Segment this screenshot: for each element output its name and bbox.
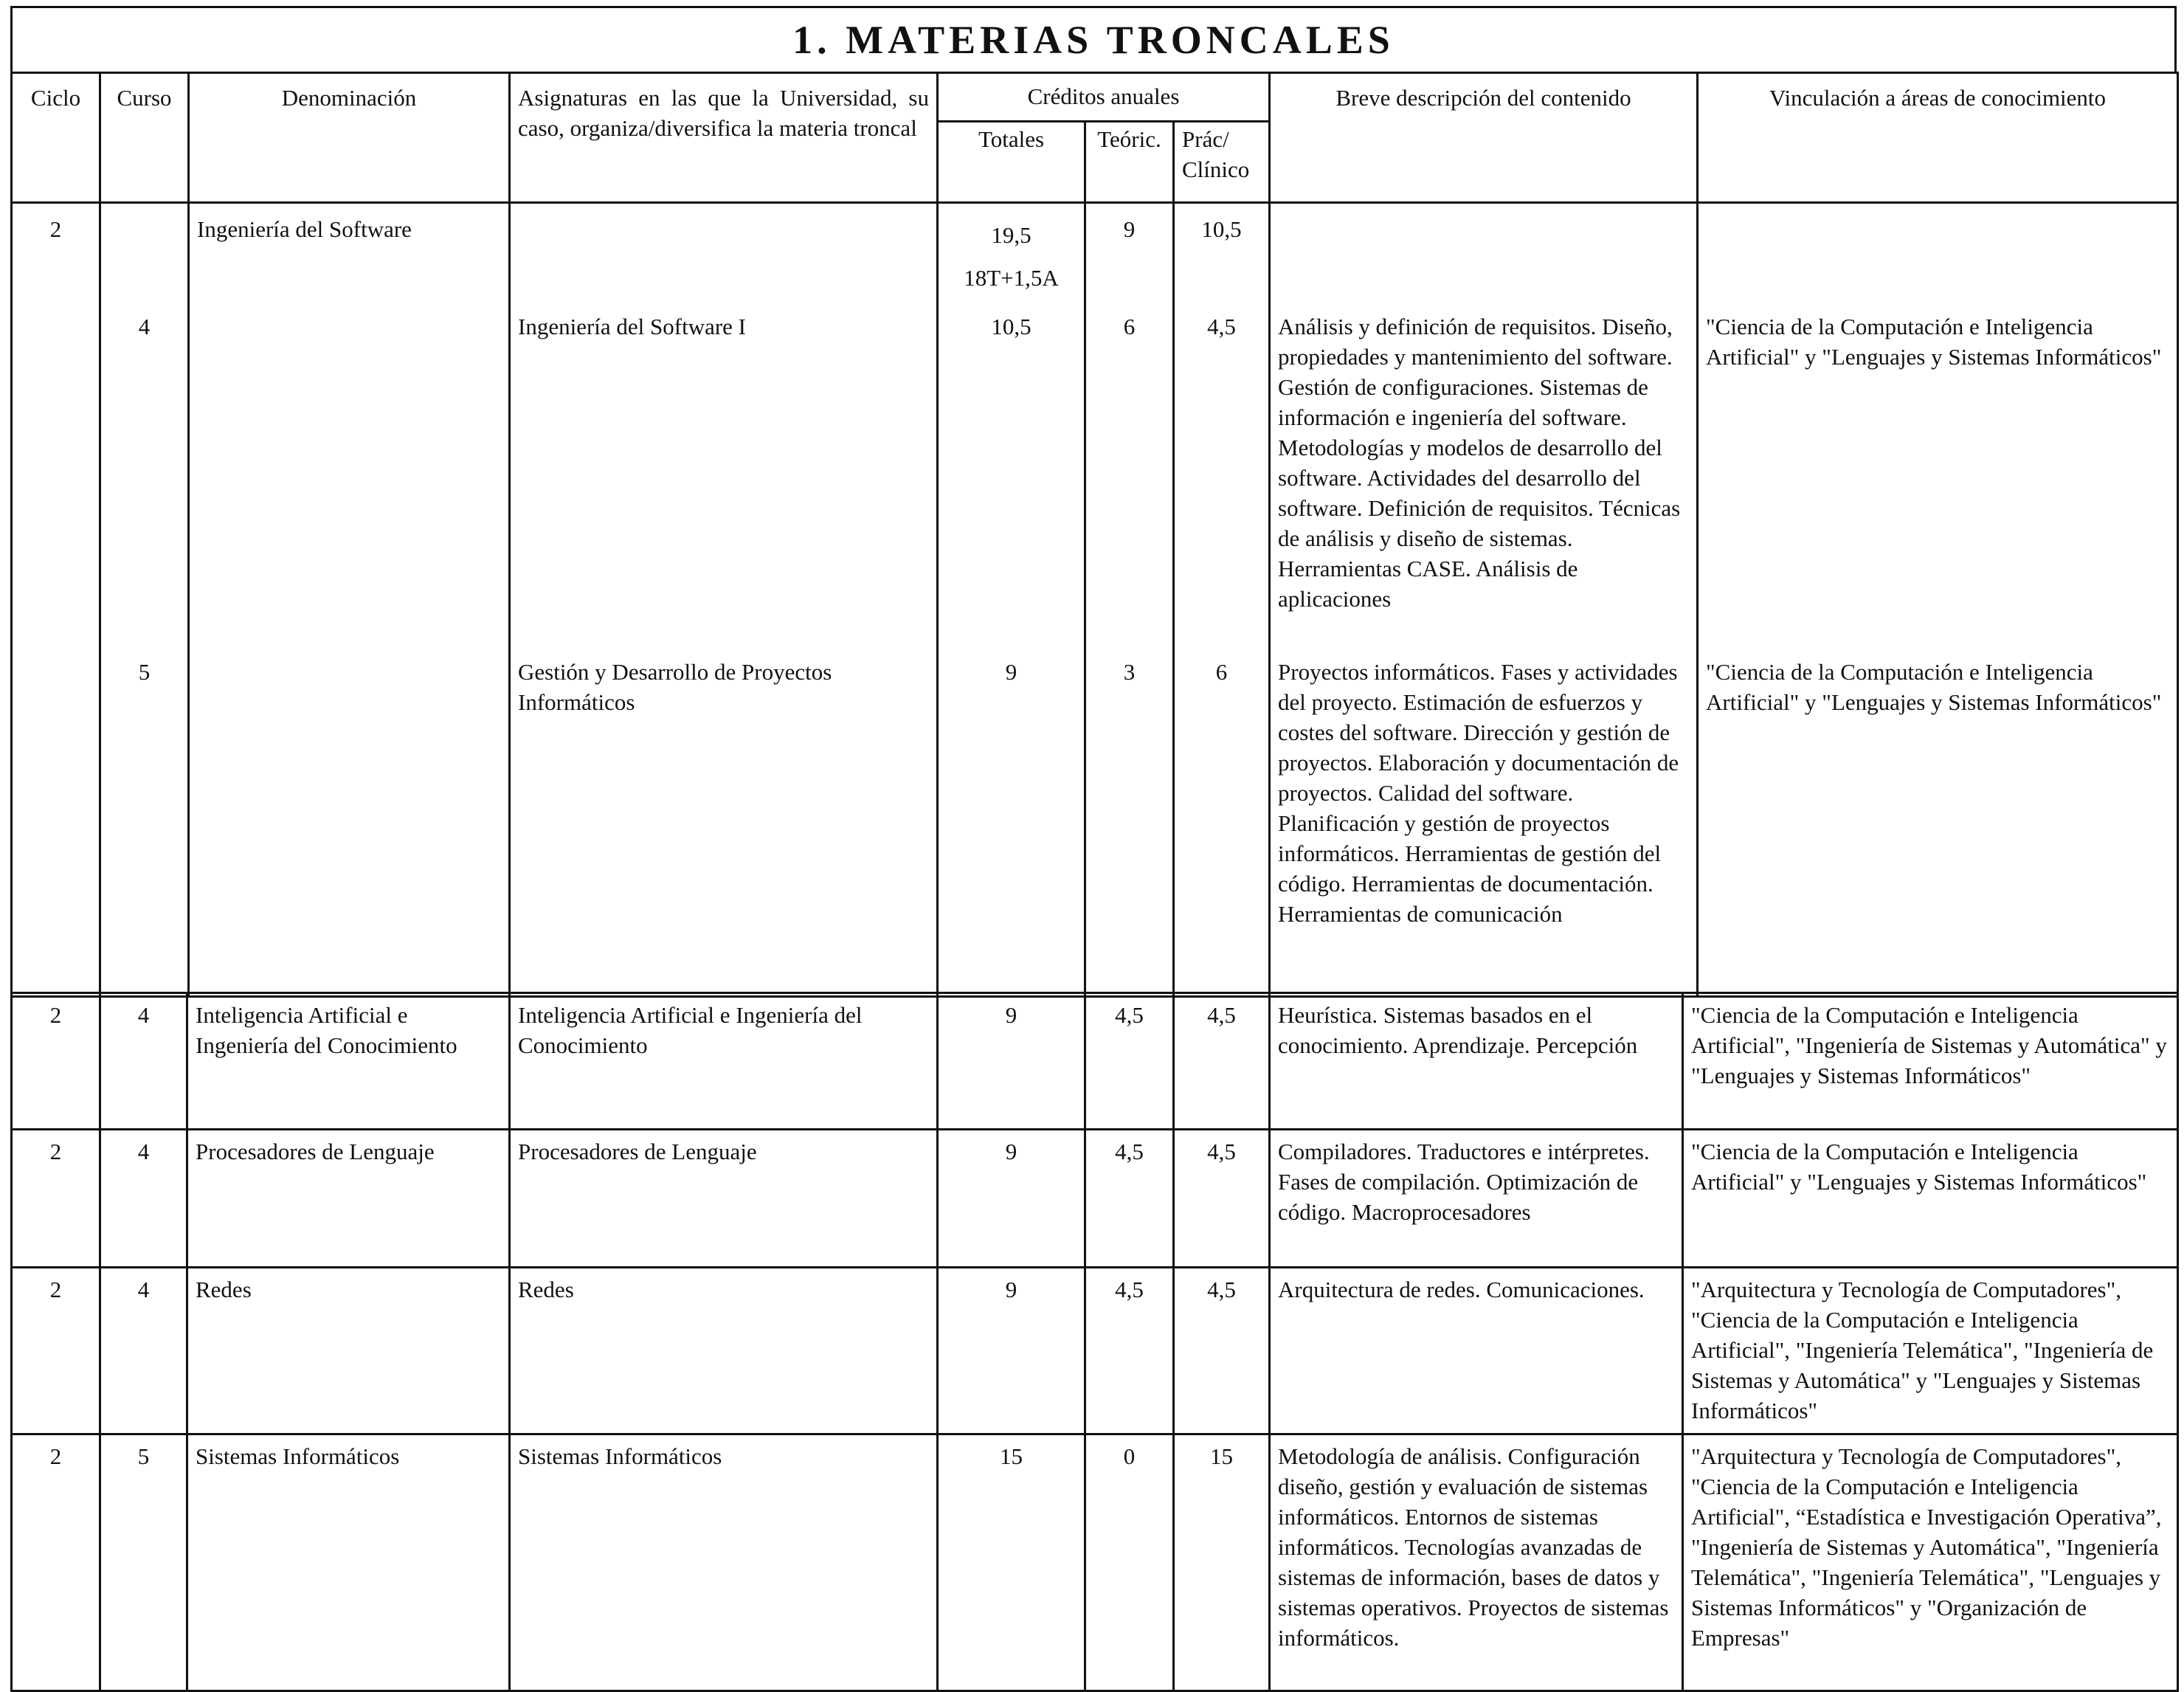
cell-vinculacion: "Arquitectura y Tecnología de Computadores", "Ciencia de la Computación e Inteligencia Artificial", "Ingeniería Telemática", "Ingeniería de Sistemas y Automática" y "Lenguajes y Sistemas Informáticos" (1683, 1268, 2178, 1434)
cell-vinculacion: "Ciencia de la Computación e Inteligencia Artificial" y "Lenguajes y Sistemas Informáticos" (1683, 1130, 2178, 1268)
cell-denominacion (189, 305, 510, 651)
cell-ciclo (12, 305, 100, 651)
header-denominacion: Denominación (189, 73, 510, 203)
cell-asignatura: Inteligencia Artificial e Ingeniería del Conocimiento (510, 993, 938, 1130)
cell-asignatura: Gestión y Desarrollo de Proyectos Informáticos (510, 651, 938, 996)
cell-asignatura: Ingeniería del Software I (510, 305, 938, 651)
cell-descripcion: Metodología de análisis. Configuración diseño, gestión y evaluación de sistemas informáticos. Entornos de sistemas informáticos. Tecnologías avanzadas de sistemas de información, bases de datos y sistemas operativos. Proyectos de sistemas informáticos. (1270, 1434, 1683, 1691)
header-asignaturas: Asignaturas en las que la Universidad, su caso, organiza/diversifica la materia troncal (510, 73, 938, 203)
cell-totales (938, 203, 1085, 306)
cell-asignatura: Redes (510, 1268, 938, 1434)
header-teoric: Teóric. (1085, 122, 1174, 203)
header-ciclo: Ciclo (12, 73, 100, 203)
software-summary-row (12, 203, 2178, 306)
cell-ciclo: 2 (12, 1434, 100, 1691)
cell-denominacion: Redes (187, 1268, 510, 1434)
header-totales: Totales (938, 122, 1085, 203)
cell-totales: 9 (938, 651, 1085, 996)
troncales-table-lower (10, 992, 2179, 1692)
cell-ciclo: 2 (12, 203, 100, 306)
cell-prac: 6 (1174, 651, 1270, 996)
cell-vinculacion: "Arquitectura y Tecnología de Computadores", "Ciencia de la Computación e Inteligencia Artificial", “Estadística e Investigación Operativa”, "Ingeniería de Sistemas y Automática", "Ingeniería Telemática", "Ingeniería Telemática", "Lenguajes y Sistemas Informáticos" y "Organización de Empresas" (1683, 1434, 2178, 1691)
cell-teoric: 9 (1085, 203, 1174, 306)
cell-vinculacion (1698, 203, 2178, 306)
cell-curso (100, 203, 189, 306)
header-prac: Prác/ Clínico (1174, 122, 1270, 203)
cell-descripcion: Heurística. Sistemas basados en el conocimiento. Aprendizaje. Percepción (1270, 993, 1683, 1130)
cell-teoric: 4,5 (1085, 993, 1174, 1130)
header-creditos: Créditos anuales (938, 73, 1270, 122)
cell-teoric: 4,5 (1085, 1268, 1174, 1434)
cell-curso: 4 (100, 993, 187, 1130)
cell-descripcion (1270, 203, 1698, 306)
cell-teoric: 6 (1085, 305, 1174, 651)
cell-prac: 10,5 (1174, 203, 1270, 306)
cell-vinculacion: "Ciencia de la Computación e Inteligencia Artificial" y "Lenguajes y Sistemas Informáticos" (1698, 651, 2178, 996)
cell-vinculacion: "Ciencia de la Computación e Inteligencia Artificial" y "Lenguajes y Sistemas Informáticos" (1698, 305, 2178, 651)
cell-denominacion: Sistemas Informáticos (187, 1434, 510, 1691)
cell-denominacion: Ingeniería del Software (189, 203, 510, 306)
cell-denominacion (189, 651, 510, 996)
software-sub-row (12, 651, 2178, 996)
cell-prac: 4,5 (1174, 1268, 1270, 1434)
cell-ciclo: 2 (12, 1130, 100, 1268)
cell-descripcion: Análisis y definición de requisitos. Diseño, propiedades y mantenimiento del software. Gestión de configuraciones. Sistemas de información e ingeniería del software. Metodologías y modelos de desarrollo del software. Actividades del desarrollo del software. Definición de requisitos. Técnicas de análisis y diseño de sistemas. Herramientas CASE. Análisis de aplicaciones (1270, 305, 1698, 651)
cell-curso: 4 (100, 1268, 187, 1434)
cell-totales: 9 (938, 1268, 1085, 1434)
cell-totales: 9 (938, 1130, 1085, 1268)
totales-note: 18T+1,5A (964, 265, 1059, 291)
cell-prac: 4,5 (1174, 305, 1270, 651)
software-sub-row (12, 305, 2178, 651)
cell-descripcion: Arquitectura de redes. Comunicaciones. (1270, 1268, 1683, 1434)
cell-curso: 4 (100, 1130, 187, 1268)
materia-row (12, 1268, 2178, 1434)
cell-teoric: 4,5 (1085, 1130, 1174, 1268)
cell-ciclo: 2 (12, 993, 100, 1130)
materia-row (12, 1130, 2178, 1268)
cell-denominacion: Procesadores de Lenguaje (187, 1130, 510, 1268)
troncales-table-main (10, 72, 2179, 998)
cell-totales: 9 (938, 993, 1085, 1130)
cell-prac: 4,5 (1174, 993, 1270, 1130)
cell-totales: 15 (938, 1434, 1085, 1691)
cell-asignatura: Sistemas Informáticos (510, 1434, 938, 1691)
cell-curso: 5 (100, 651, 189, 996)
header-vinculacion: Vinculación a áreas de conocimiento (1698, 73, 2178, 203)
cell-denominacion: Inteligencia Artificial e Ingeniería del Conocimiento (187, 993, 510, 1130)
header-curso: Curso (100, 73, 189, 203)
title-banner (10, 6, 2177, 74)
cell-asignatura (510, 203, 938, 306)
cell-descripcion: Proyectos informáticos. Fases y actividades del proyecto. Estimación de esfuerzos y costes del software. Dirección y gestión de proyectos. Elaboración y documentación de proyectos. Calidad del software. Planificación y gestión de proyectos informáticos. Herramientas de gestión del código. Herramientas de documentación. Herramientas de comunicación (1270, 651, 1698, 996)
cell-descripcion: Compiladores. Traductores e intérpretes. Fases de compilación. Optimización de código. Macroprocesadores (1270, 1130, 1683, 1268)
cell-ciclo: 2 (12, 1268, 100, 1434)
cell-vinculacion: "Ciencia de la Computación e Inteligencia Artificial", "Ingeniería de Sistemas y Automática" y "Lenguajes y Sistemas Informáticos" (1683, 993, 2178, 1130)
materia-row (12, 1434, 2178, 1691)
header-descripcion: Breve descripción del contenido (1270, 73, 1698, 203)
materia-row (12, 993, 2178, 1130)
cell-teoric: 0 (1085, 1434, 1174, 1691)
page-title: 1. MATERIAS TRONCALES (792, 18, 1395, 62)
cell-ciclo (12, 651, 100, 996)
cell-prac: 4,5 (1174, 1130, 1270, 1268)
cell-teoric: 3 (1085, 651, 1174, 996)
totales-value: 19,5 (991, 222, 1031, 248)
cell-asignatura: Procesadores de Lenguaje (510, 1130, 938, 1268)
cell-totales: 10,5 (938, 305, 1085, 651)
cell-curso: 5 (100, 1434, 187, 1691)
header-row (12, 73, 2178, 122)
cell-prac: 15 (1174, 1434, 1270, 1691)
cell-curso: 4 (100, 305, 189, 651)
